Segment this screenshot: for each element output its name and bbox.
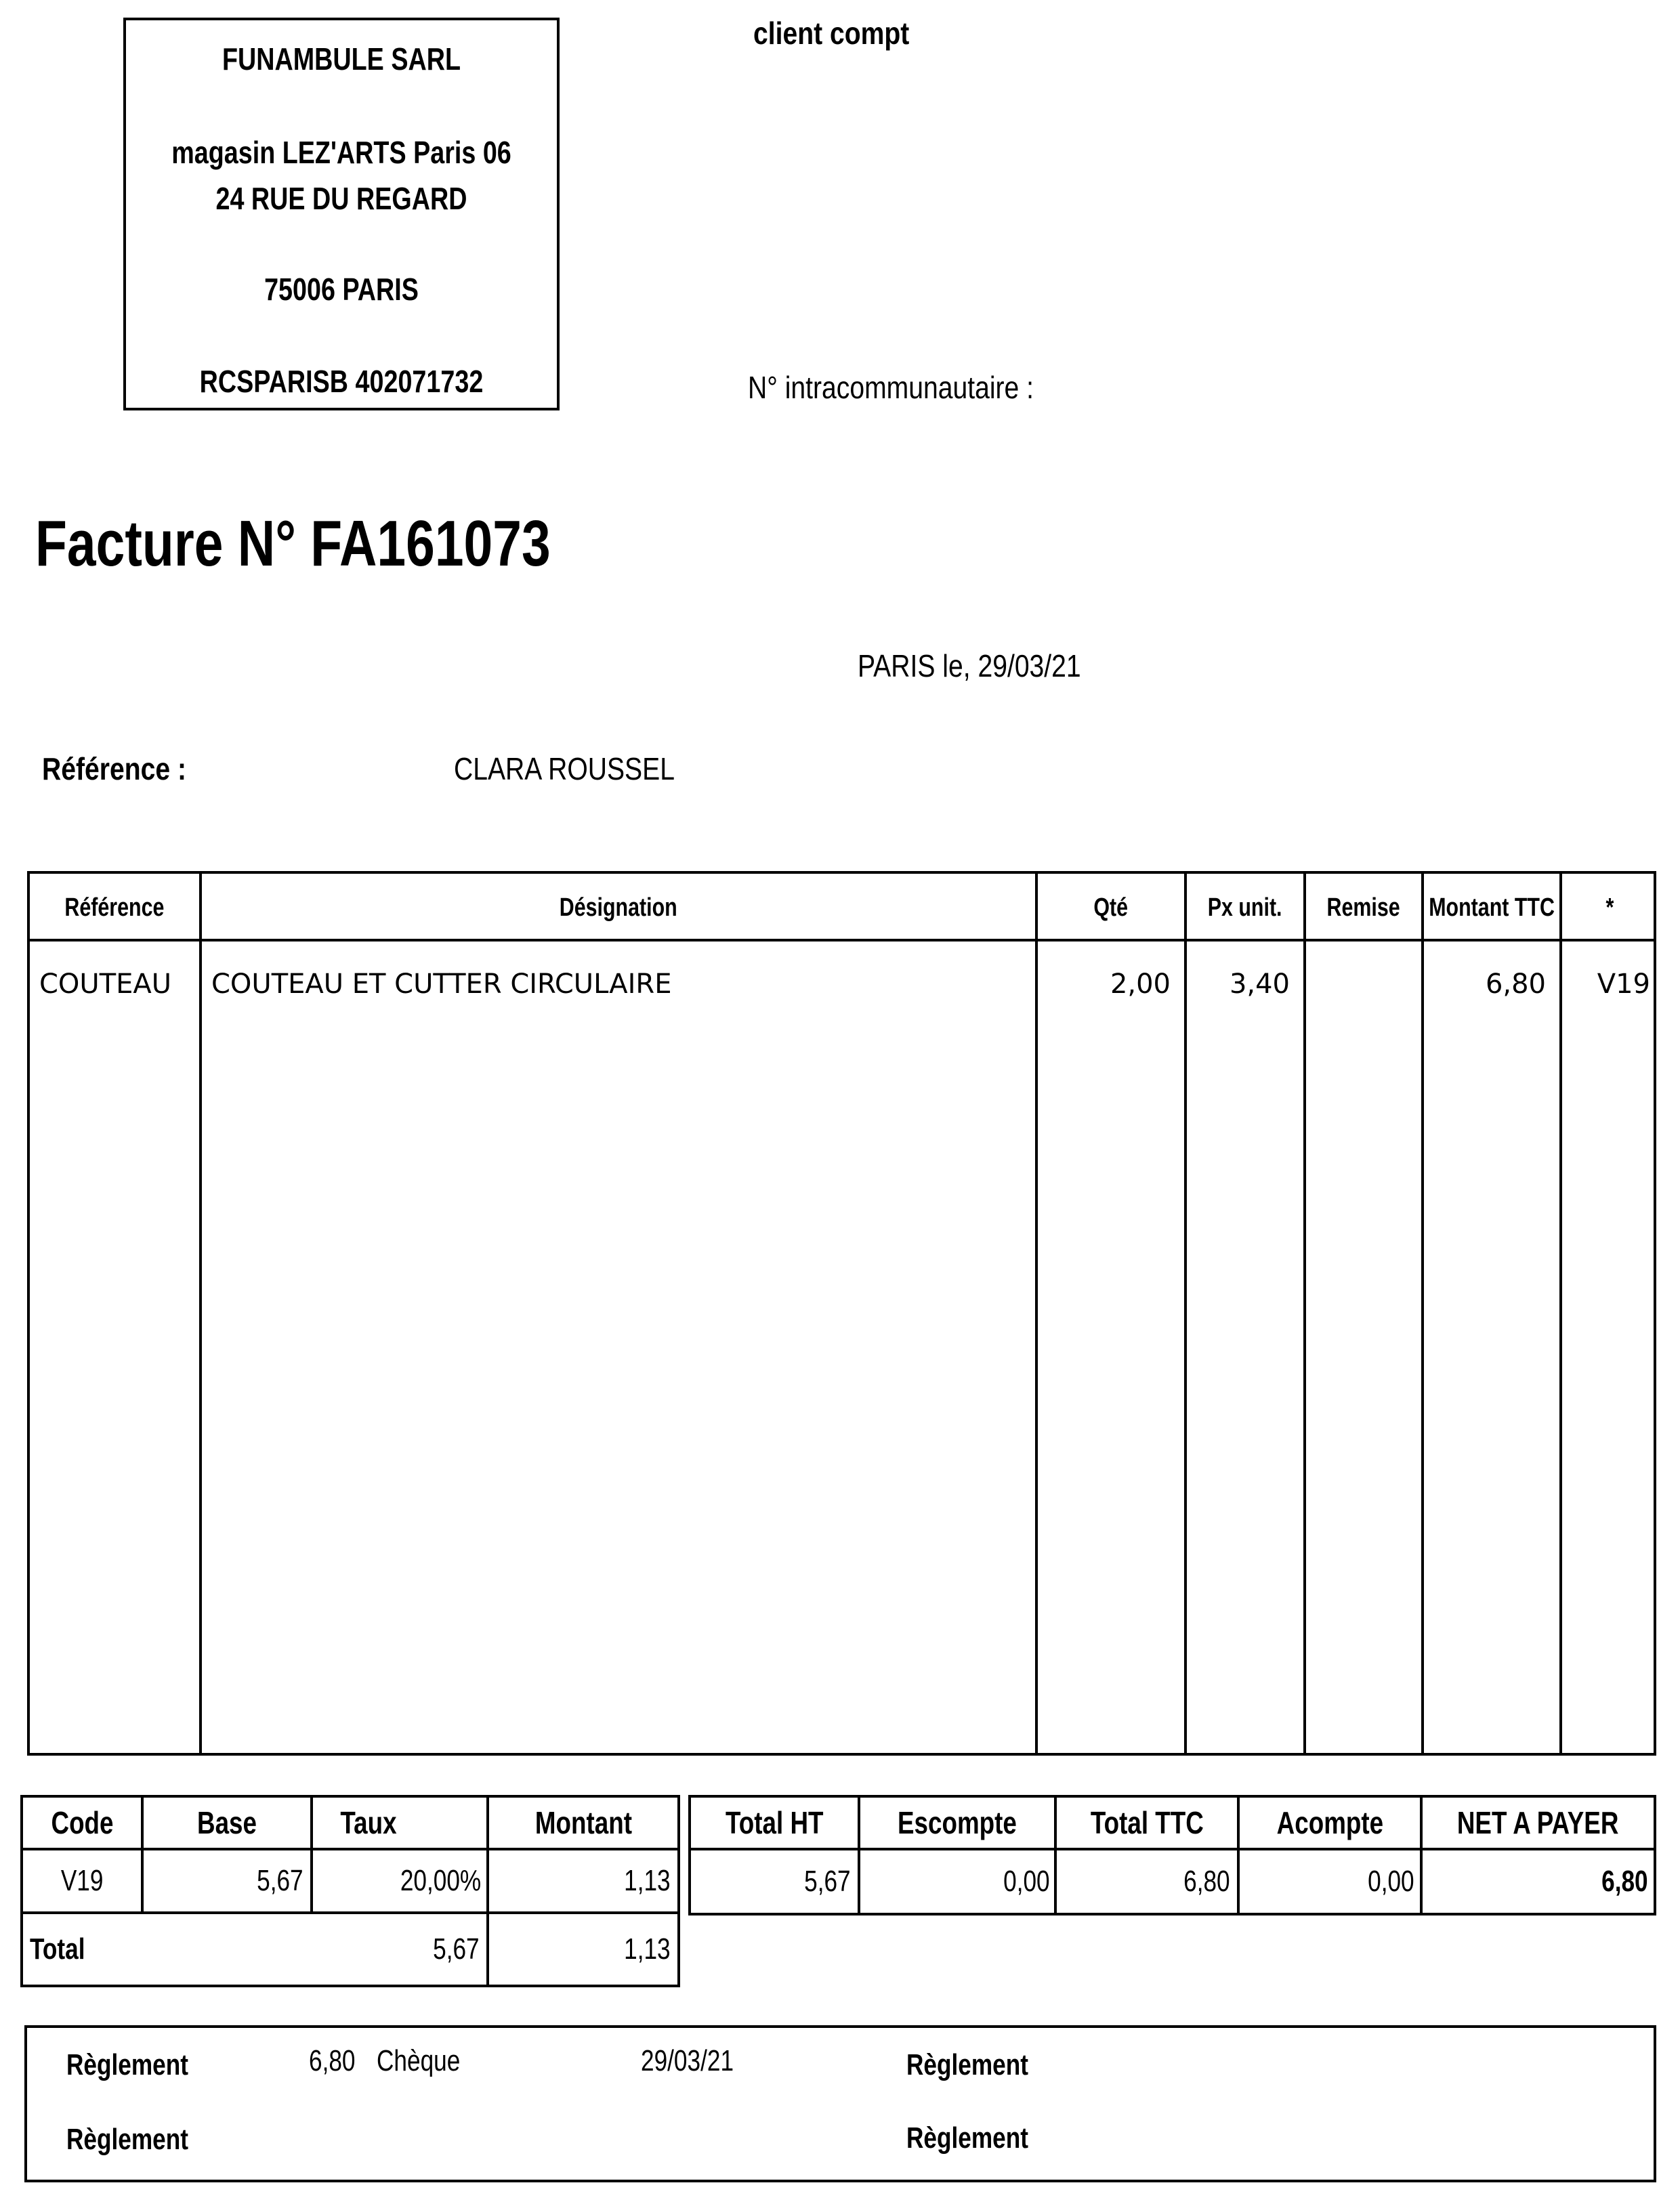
payment-amount: 6,80 [309, 2044, 356, 2077]
header-designation: Désignation [560, 893, 677, 922]
header-net-a-payer: NET A PAYER [1457, 1805, 1619, 1840]
payment-box [24, 2025, 1656, 2182]
vat-table [20, 1795, 680, 1987]
header-qty: Qté [1093, 893, 1129, 922]
totals-table [688, 1795, 1656, 1915]
payment-method: Chèque [377, 2044, 461, 2077]
place-date: PARIS le, 29/03/21 [858, 648, 1081, 683]
invoice-lines-table [27, 871, 1656, 1756]
header-escompte: Escompte [898, 1805, 1017, 1840]
vat-header-amount: Montant [534, 1805, 632, 1840]
vat-code: V19 [60, 1864, 104, 1897]
header-discount: Remise [1326, 893, 1401, 922]
sender-address-box [123, 18, 560, 410]
vat-header-rate: Taux [340, 1805, 397, 1840]
row-vat-code: V19 [1597, 969, 1650, 1000]
header-star: * [1605, 893, 1614, 922]
payment-label: Règlement [906, 2048, 1028, 2081]
vat-total-label: Total [30, 1932, 85, 1966]
value-total-ht: 5,67 [804, 1865, 851, 1898]
sender-rcs: RCSPARISB 402071732 [199, 364, 484, 399]
payment-label: Règlement [66, 2123, 188, 2156]
vat-header-base: Base [197, 1805, 257, 1840]
row-designation: COUTEAU ET CUTTER CIRCULAIRE [211, 969, 672, 1000]
vat-amount: 1,13 [624, 1864, 671, 1897]
value-acompte: 0,00 [1368, 1865, 1414, 1898]
reference-label: Référence : [42, 751, 186, 786]
column-divider [199, 874, 202, 1753]
header-unit-price: Px unit. [1208, 893, 1282, 922]
value-escompte: 0,00 [1003, 1865, 1050, 1898]
column-divider [1421, 874, 1424, 1753]
payment-label: Règlement [66, 2048, 188, 2081]
vat-total-base: 5,67 [433, 1932, 480, 1966]
column-divider [1559, 874, 1562, 1753]
sender-street: 24 RUE DU REGARD [215, 181, 467, 216]
value-net-a-payer: 6,80 [1601, 1865, 1648, 1898]
row-reference: COUTEAU [39, 969, 172, 1000]
row-amount-ttc: 6,80 [1485, 969, 1546, 1000]
column-divider [1035, 874, 1038, 1753]
client-label: client compt [753, 16, 910, 51]
header-acompte: Acompte [1276, 1805, 1383, 1840]
row-unit-price: 3,40 [1229, 969, 1290, 1000]
payment-date: 29/03/21 [641, 2044, 734, 2077]
vat-header-code: Code [51, 1805, 113, 1840]
value-total-ttc: 6,80 [1183, 1865, 1230, 1898]
payment-label: Règlement [906, 2121, 1028, 2155]
header-total-ht: Total HT [725, 1805, 824, 1840]
header-total-ttc: Total TTC [1090, 1805, 1204, 1840]
reference-value: CLARA ROUSSEL [454, 751, 675, 786]
vat-rate: 20,00% [400, 1864, 481, 1897]
header-reference: Référence [64, 893, 165, 922]
sender-city: 75006 PARIS [264, 272, 419, 307]
sender-store: magasin LEZ'ARTS Paris 06 [171, 135, 511, 170]
column-divider [1303, 874, 1306, 1753]
column-divider [1184, 874, 1187, 1753]
intracom-label: N° intracommunautaire : [748, 370, 1034, 405]
vat-base: 5,67 [257, 1864, 303, 1897]
vat-total-amount: 1,13 [624, 1932, 671, 1966]
row-qty: 2,00 [1110, 969, 1171, 1000]
header-amount-ttc: Montant TTC [1429, 893, 1555, 922]
invoice-title: Facture N° FA161073 [35, 507, 551, 580]
sender-company: FUNAMBULE SARL [222, 41, 461, 77]
